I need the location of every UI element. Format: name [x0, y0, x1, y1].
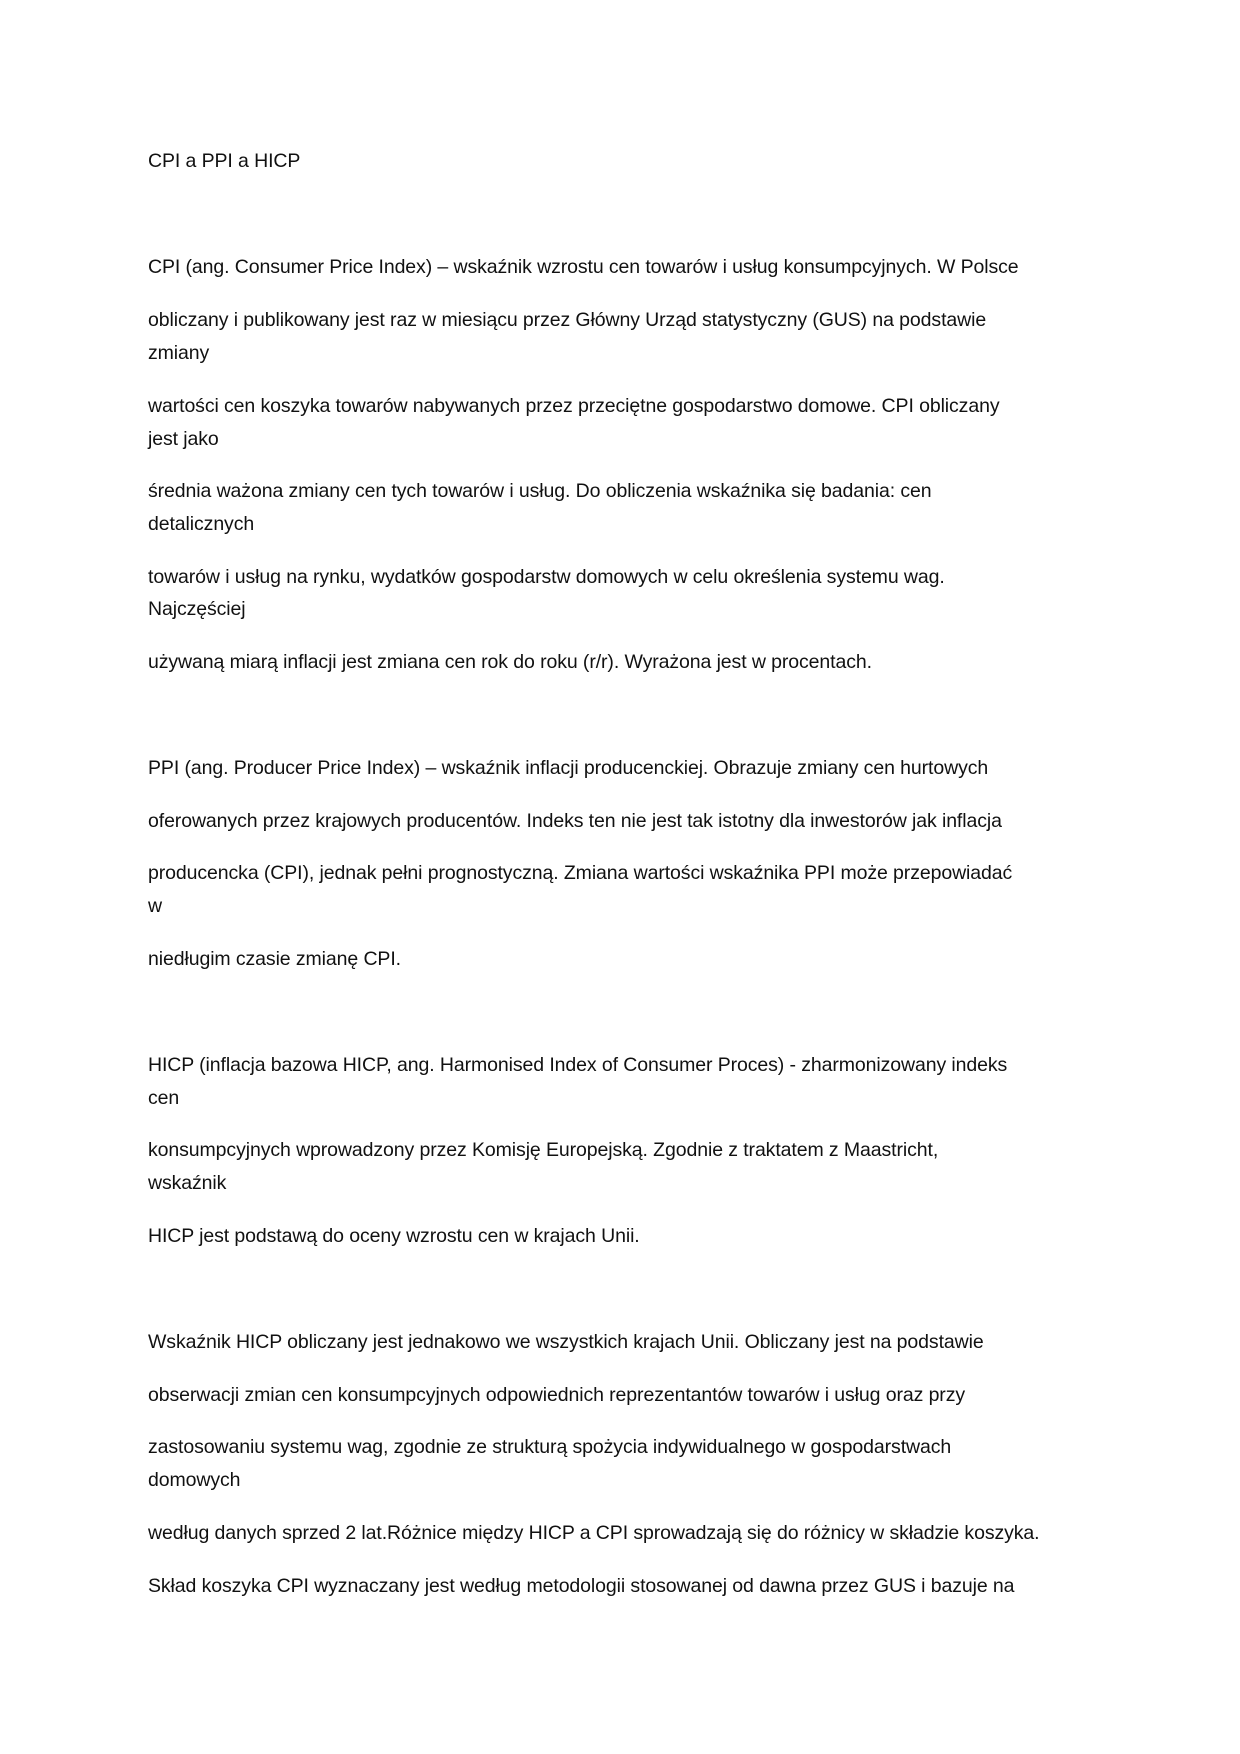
text-line-weights-6: Skład koszyka CPI wyznaczany jest według metodologii stosowanej od dawna przez GUS i bazuje na	[148, 1575, 1015, 1597]
text-line-cpi-10: używaną miarą inflacji jest zmiana cen rok do roku (r/r). Wyrażona jest w procentach.	[148, 651, 872, 673]
document-title: CPI a PPI a HICP	[148, 150, 301, 172]
text-line-ppi-1: PPI (ang. Producer Price Index) – wskaźnik inflacji producenckiej. Obrazuje zmiany cen hurtowych	[148, 757, 989, 779]
text-line-ppi-5: niedługim czasie zmianę CPI.	[148, 948, 401, 970]
text-line-cpi-5: jest jako	[148, 428, 219, 450]
text-line-weights-2: obserwacji zmian cen konsumpcyjnych odpowiednich reprezentantów towarów i usług oraz przy	[148, 1384, 966, 1406]
text-line-weights-1: Wskaźnik HICP obliczany jest jednakowo we wszystkich krajach Unii. Obliczany jest na podstawie	[148, 1331, 984, 1353]
text-line-hicp-5: HICP jest podstawą do oceny wzrostu cen w krajach Unii.	[148, 1225, 640, 1247]
text-line-weights-5: według danych sprzed 2 lat.Różnice między HICP a CPI sprowadzają się do różnicy w składzie koszyka.	[148, 1522, 1040, 1544]
text-line-cpi-6: średnia ważona zmiany cen tych towarów i usług. Do obliczenia wskaźnika się badania: cen	[148, 480, 932, 502]
text-line-hicp-2: cen	[148, 1087, 180, 1109]
text-line-cpi-9: Najczęściej	[148, 598, 246, 620]
text-line-hicp-1: HICP (inflacja bazowa HICP, ang. Harmonised Index of Consumer Proces) - zharmonizowany indeks	[148, 1054, 1008, 1076]
text-line-ppi-3: producencka (CPI), jednak pełni prognostyczną. Zmiana wartości wskaźnika PPI może przepowiadać	[148, 862, 1013, 884]
text-line-cpi-4: wartości cen koszyka towarów nabywanych przez przeciętne gospodarstwo domowe. CPI obliczany	[148, 395, 1000, 417]
text-line-weights-4: domowych	[148, 1469, 241, 1491]
text-line-ppi-4: w	[148, 895, 162, 917]
text-line-weights-3: zastosowaniu systemu wag, zgodnie ze strukturą spożycia indywidualnego w gospodarstwach	[148, 1436, 952, 1458]
text-line-ppi-2: oferowanych przez krajowych producentów. Indeks ten nie jest tak istotny dla inwestorów jak inflacja	[148, 810, 1002, 832]
text-line-cpi-1: CPI (ang. Consumer Price Index) – wskaźnik wzrostu cen towarów i usług konsumpcyjnych. W Polsce	[148, 256, 1019, 278]
text-line-hicp-4: wskaźnik	[148, 1172, 227, 1194]
text-line-cpi-8: towarów i usług na rynku, wydatków gospodarstw domowych w celu określenia systemu wag.	[148, 566, 945, 588]
text-line-hicp-3: konsumpcyjnych wprowadzony przez Komisję Europejską. Zgodnie z traktatem z Maastricht,	[148, 1139, 939, 1161]
text-line-cpi-7: detalicznych	[148, 513, 255, 535]
text-line-cpi-3: zmiany	[148, 342, 210, 364]
text-line-cpi-2: obliczany i publikowany jest raz w miesiącu przez Główny Urząd statystyczny (GUS) na podstawie	[148, 309, 987, 331]
